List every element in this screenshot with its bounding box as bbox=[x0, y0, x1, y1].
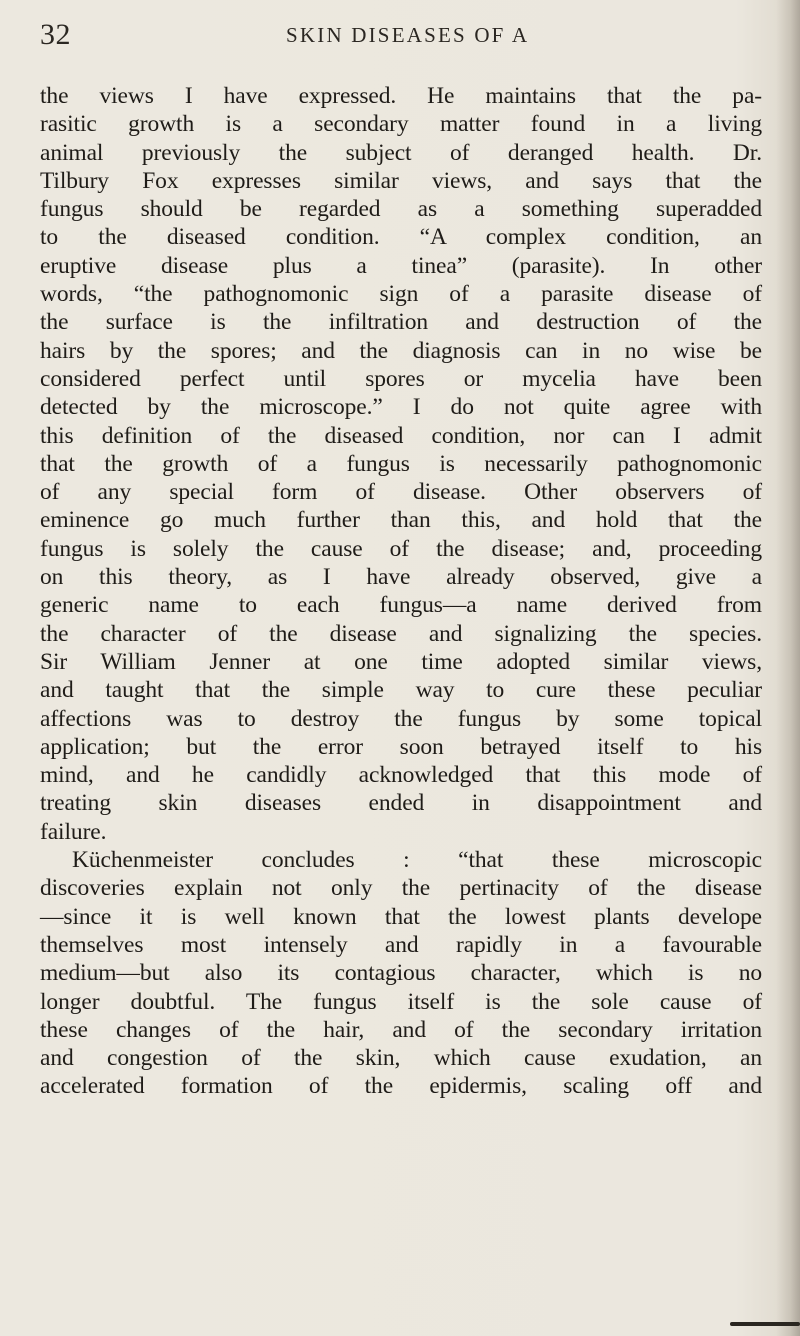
text-line: affections was to destroy the fungus by some topical bbox=[40, 705, 762, 732]
text-line: Sir William Jenner at one time adopted similar views, bbox=[40, 648, 762, 675]
text-line: the character of the disease and signalizing the species. bbox=[40, 620, 762, 647]
text-line: themselves most intensely and rapidly in a favourable bbox=[40, 931, 762, 958]
text-line: fungus should be regarded as a something superadded bbox=[40, 196, 762, 223]
paragraph bbox=[40, 846, 762, 1101]
text-line: these changes of the hair, and of the secondary irritation bbox=[40, 1016, 762, 1043]
text-line: generic name to each fungus—a name derived from bbox=[40, 592, 762, 619]
text-line: and taught that the simple way to cure these peculiar bbox=[40, 677, 762, 704]
text-line: words, “the pathognomonic sign of a parasite disease of bbox=[40, 281, 762, 308]
text-line: to the diseased condition. “A complex condition, an bbox=[40, 224, 762, 251]
text-line: animal previously the subject of deranged health. Dr. bbox=[40, 139, 762, 166]
text-line: on this theory, as I have already observed, give a bbox=[40, 564, 762, 591]
text-line: medium—but also its contagious character, which is no bbox=[40, 960, 762, 987]
page-number: 32 bbox=[40, 18, 71, 51]
running-head: SKIN DISEASES OF A bbox=[286, 23, 530, 47]
text-line: the surface is the infiltration and destruction of the bbox=[40, 309, 762, 336]
text-line: Tilbury Fox expresses similar views, and says that the bbox=[40, 167, 762, 194]
text-line: —since it is well known that the lowest plants develope bbox=[40, 903, 762, 930]
text-line: discoveries explain not only the pertinacity of the disease bbox=[40, 875, 762, 902]
text-line: eminence go much further than this, and hold that the bbox=[40, 507, 762, 534]
text-line: the views I have expressed. He maintains that the pa- bbox=[40, 83, 762, 109]
text-line: longer doubtful. The fungus itself is the sole cause of bbox=[40, 988, 762, 1015]
text-line: and congestion of the skin, which cause exudation, an bbox=[40, 1045, 762, 1072]
text-line: mind, and he candidly acknowledged that this mode of bbox=[40, 762, 762, 789]
text-line: detected by the microscope.” I do not quite agree with bbox=[40, 394, 762, 421]
text-line: eruptive disease plus a tinea” (parasite). In other bbox=[40, 252, 762, 279]
body-text bbox=[40, 82, 762, 1101]
text-line: application; but the error soon betrayed itself to his bbox=[40, 733, 762, 760]
page-edge-shadow bbox=[776, 0, 800, 1336]
text-line: rasitic growth is a secondary matter found in a living bbox=[40, 111, 762, 138]
text-line: Küchenmeister concludes : “that these microscopic bbox=[72, 847, 762, 874]
page-corner-mark bbox=[730, 1322, 800, 1326]
text-line: accelerated formation of the epidermis, scaling off and bbox=[40, 1073, 762, 1100]
text-line: this definition of the diseased condition, nor can I admit bbox=[40, 422, 762, 449]
text-line: fungus is solely the cause of the disease; and, proceeding bbox=[40, 535, 762, 562]
text-line: treating skin diseases ended in disappointment and bbox=[40, 790, 762, 817]
text-line: hairs by the spores; and the diagnosis can in no wise be bbox=[40, 337, 762, 364]
text-line: that the growth of a fungus is necessarily pathognomonic bbox=[40, 450, 762, 477]
text-line: considered perfect until spores or mycelia have been bbox=[40, 365, 762, 392]
text-line: failure. bbox=[40, 818, 107, 845]
paragraph bbox=[40, 82, 762, 846]
text-line: of any special form of disease. Other observers of bbox=[40, 479, 762, 506]
